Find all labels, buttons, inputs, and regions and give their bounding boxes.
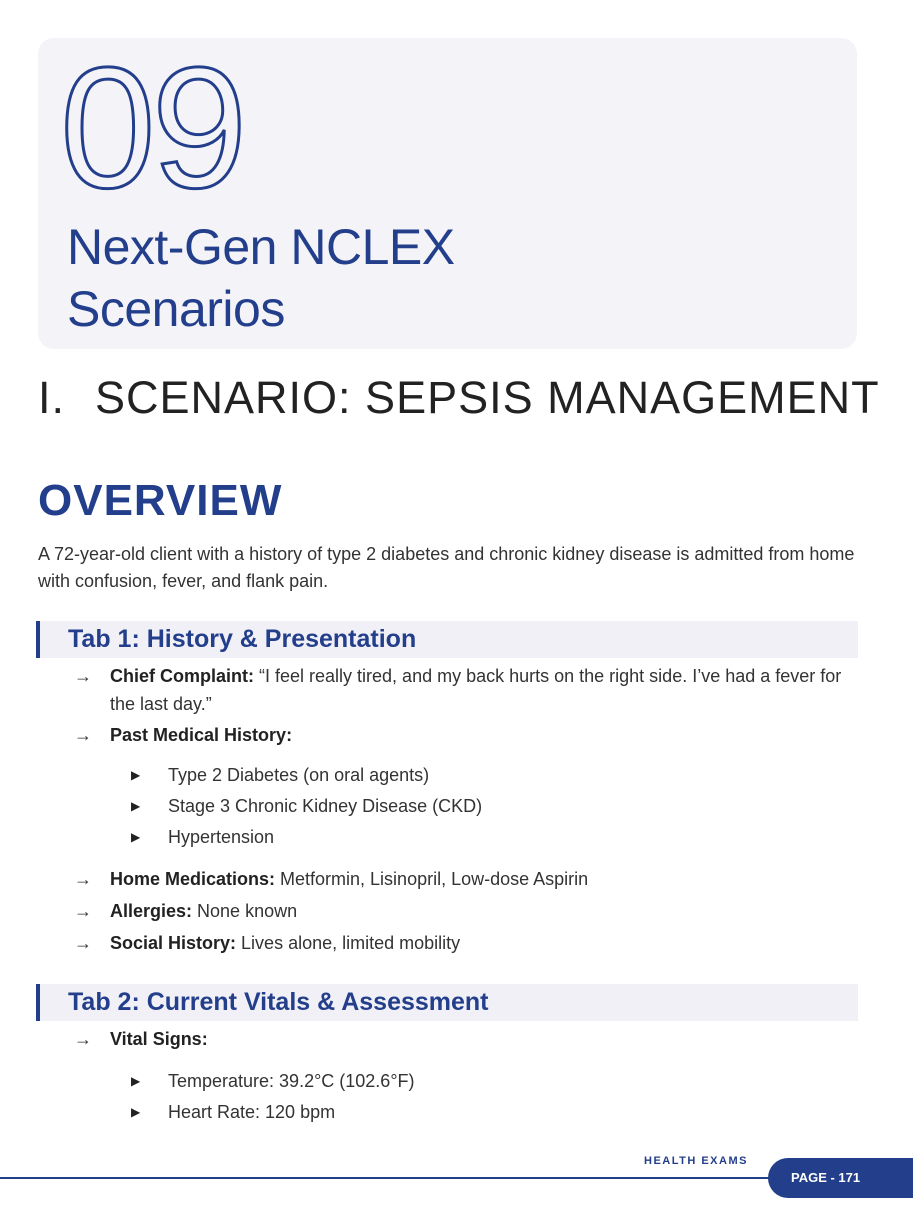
chapter-title <box>67 216 455 340</box>
overview-text: A 72-year-old client with a history of type 2 diabetes and chronic kidney disease is admitted from home with confusion, fever, and flank pain. <box>38 544 855 591</box>
chief-complaint-label: Chief Complaint: <box>110 666 254 686</box>
meds-label: Home Medications: <box>110 869 276 889</box>
pmh-label: Past Medical History: <box>110 725 293 745</box>
sub-item-text: Heart Rate: 120 bpm <box>168 1102 336 1122</box>
list-item-pmh <box>74 721 854 749</box>
chief-complaint-value: “I feel really tired, and my back hurts on the right side. I’ve had a fever for the last day.” <box>110 666 842 714</box>
footer-label: HEALTH EXAMS <box>644 1155 748 1167</box>
list-item-social-history <box>74 929 854 957</box>
chapter-header-panel <box>38 32 857 349</box>
list-item-chief-complaint <box>74 662 854 718</box>
arrow-right-icon: → <box>74 933 92 953</box>
sub-item <box>0 1097 854 1128</box>
sub-item <box>0 822 854 853</box>
arrow-right-icon: → <box>74 725 92 745</box>
arrow-right-icon: → <box>74 1029 92 1049</box>
allergies-label: Allergies: <box>110 901 193 921</box>
list-item-home-medications <box>74 865 854 893</box>
sub-item-text: Type 2 Diabetes (on oral agents) <box>168 765 430 785</box>
triangle-right-icon: ▶ <box>131 830 141 844</box>
scenario-title: SCENARIO: SEPSIS MANAGEMENT <box>95 372 880 423</box>
footer-divider <box>0 1177 800 1179</box>
chapter-number: 09 <box>60 32 244 224</box>
tab2-title: Tab 2: Current Vitals & Assessment <box>68 988 489 1016</box>
arrow-right-icon: → <box>74 666 92 686</box>
page-number-badge <box>768 1158 913 1198</box>
arrow-right-icon: → <box>74 869 92 889</box>
tab1-list <box>74 662 854 957</box>
list-item-allergies <box>74 897 854 925</box>
social-label: Social History: <box>110 933 237 953</box>
triangle-right-icon: ▶ <box>131 768 141 782</box>
overview-heading: OVERVIEW <box>38 476 283 525</box>
triangle-right-icon: ▶ <box>131 1105 141 1119</box>
meds-value: Metformin, Lisinopril, Low-dose Aspirin <box>275 869 589 889</box>
sub-item <box>0 791 854 822</box>
sub-item <box>0 1066 854 1097</box>
tab1-header <box>36 621 858 658</box>
list-item-vital-signs <box>74 1025 854 1053</box>
pmh-sublist <box>74 760 854 853</box>
chapter-title-line2: Scenarios <box>67 281 285 337</box>
arrow-right-icon: → <box>74 901 92 921</box>
tab2-list <box>74 1025 854 1128</box>
triangle-right-icon: ▶ <box>131 799 141 813</box>
page-number: PAGE - 171 <box>791 1170 861 1185</box>
tab2-header <box>36 984 858 1021</box>
sub-item <box>0 760 854 791</box>
triangle-right-icon: ▶ <box>131 1074 141 1088</box>
sub-item-text: Stage 3 Chronic Kidney Disease (CKD) <box>168 796 483 816</box>
scenario-heading <box>38 372 880 424</box>
tab1-title: Tab 1: History & Presentation <box>68 625 417 653</box>
allergies-value: None known <box>192 901 298 921</box>
chapter-title-line1: Next-Gen NCLEX <box>67 219 455 275</box>
social-value: Lives alone, limited mobility <box>236 933 461 953</box>
scenario-numeral: I. <box>38 372 66 423</box>
vitals-label: Vital Signs: <box>110 1029 208 1049</box>
vitals-sublist <box>74 1066 854 1128</box>
sub-item-text: Temperature: 39.2°C (102.6°F) <box>168 1071 415 1091</box>
sub-item-text: Hypertension <box>168 827 275 847</box>
